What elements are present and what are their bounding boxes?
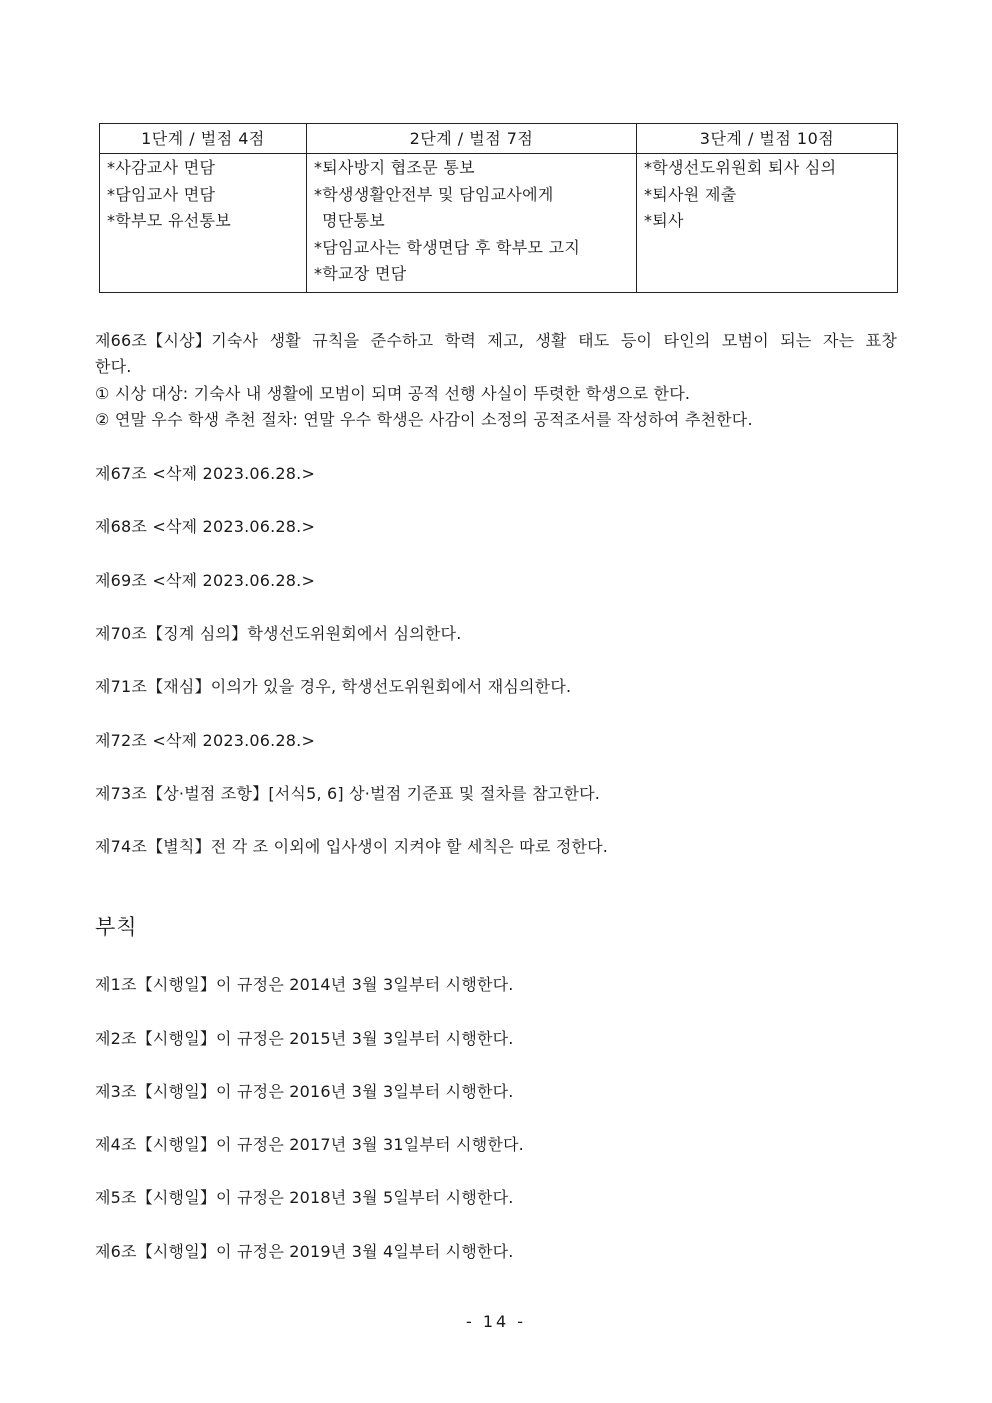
article-74: 제74조【별칙】전 각 조 이외에 입사생이 지켜야 할 세칙은 따로 정한다. xyxy=(95,837,609,856)
table-header-stage-2: 2단계 / 벌점 7점 xyxy=(307,124,637,154)
supplementary-article-2: 제2조【시행일】이 규정은 2015년 3월 3일부터 시행한다. xyxy=(95,1029,514,1048)
table-cell-stage-1 xyxy=(100,154,307,293)
list-item-continuation: 명단통보 xyxy=(322,211,386,230)
table-header-row xyxy=(100,124,898,154)
article-70: 제70조【징계 심의】학생선도위원회에서 심의한다. xyxy=(95,624,462,643)
supplementary-article-4: 제4조【시행일】이 규정은 2017년 3월 31일부터 시행한다. xyxy=(95,1135,524,1154)
table-cell-stage-2 xyxy=(307,154,637,293)
supplementary-article-5: 제5조【시행일】이 규정은 2018년 3월 5일부터 시행한다. xyxy=(95,1188,514,1207)
list-item: *담임교사 면담 xyxy=(107,184,216,204)
list-item: *퇴사 xyxy=(644,211,684,230)
article-66-text: 제66조【시상】기숙사 생활 규칙을 준수하고 학력 제고, 생활 태도 등이 타인의 모범이 되는 자는 표창한다. xyxy=(95,331,897,376)
article-68: 제68조 <삭제 2023.06.28.> xyxy=(95,517,316,536)
list-item: *퇴사방지 협조문 통보 xyxy=(314,158,475,177)
list-item: *학생생활안전부 및 담임교사에게 xyxy=(314,184,554,204)
article-66-item-2: ② 연말 우수 학생 추천 절차: 연말 우수 학생은 사감이 소정의 공적조서를 작성하여 추천한다. xyxy=(95,410,753,429)
list-item: *퇴사원 제출 xyxy=(644,184,737,204)
article-69: 제69조 <삭제 2023.06.28.> xyxy=(95,571,316,590)
list-item: *학교장 면담 xyxy=(314,264,407,283)
article-71: 제71조【재심】이의가 있을 경우, 학생선도위원회에서 재심의한다. xyxy=(95,677,572,696)
list-item: *사감교사 면담 xyxy=(107,158,216,177)
table-row xyxy=(100,154,898,293)
supplementary-article-3: 제3조【시행일】이 규정은 2016년 3월 3일부터 시행한다. xyxy=(95,1082,514,1101)
supplementary-provisions-title: 부칙 xyxy=(95,915,138,939)
list-item: *담임교사는 학생면담 후 학부모 고지 xyxy=(314,237,581,257)
supplementary-article-1: 제1조【시행일】이 규정은 2014년 3월 3일부터 시행한다. xyxy=(95,975,514,994)
article-67: 제67조 <삭제 2023.06.28.> xyxy=(95,464,316,483)
article-73: 제73조【상·벌점 조항】[서식5, 6] 상·벌점 기준표 및 절차를 참고한다. xyxy=(95,784,601,803)
list-item: *학부모 유선통보 xyxy=(107,211,231,230)
page-number: - 14 - xyxy=(465,1312,527,1331)
table-cell-stage-3 xyxy=(637,154,898,293)
table-header-stage-1: 1단계 / 벌점 4점 xyxy=(100,124,307,154)
penalty-stage-table xyxy=(99,123,898,293)
list-item: *학생선도위원회 퇴사 심의 xyxy=(644,158,837,177)
supplementary-article-6: 제6조【시행일】이 규정은 2019년 3월 4일부터 시행한다. xyxy=(95,1242,514,1261)
table-header-stage-3: 3단계 / 벌점 10점 xyxy=(637,124,898,154)
article-72: 제72조 <삭제 2023.06.28.> xyxy=(95,731,316,750)
article-66-item-1: ① 시상 대상: 기숙사 내 생활에 모범이 되며 공적 선행 사실이 뚜렷한 학생으로 한다. xyxy=(95,384,691,403)
